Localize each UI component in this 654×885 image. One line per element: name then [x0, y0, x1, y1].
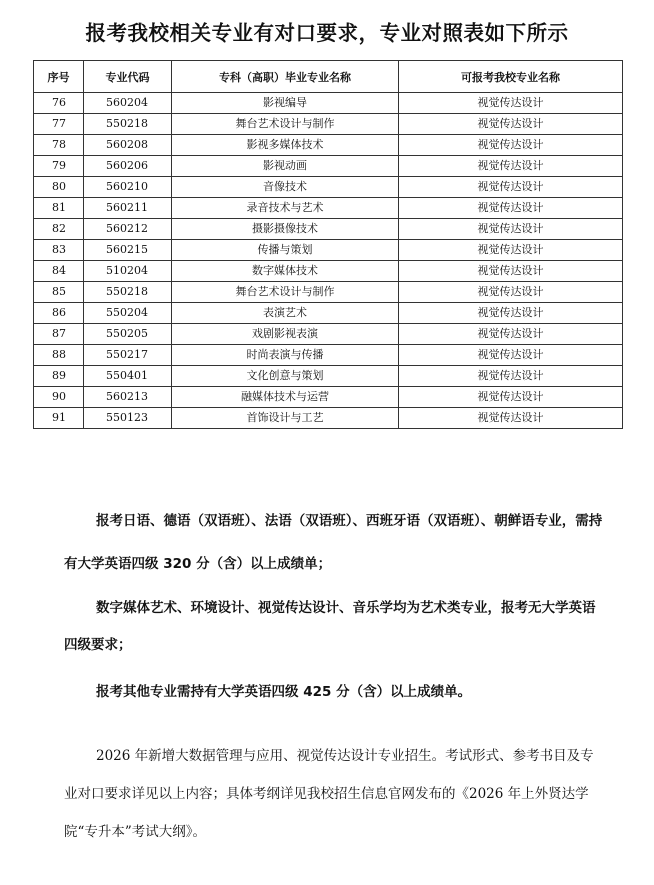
table-body [34, 93, 623, 429]
header-major-code: 专业代码 [84, 61, 172, 93]
row-major-code: 560210 [84, 177, 172, 198]
header-target-major: 可报考我校专业名称 [399, 61, 623, 93]
table-row [34, 345, 623, 366]
row-college-major: 舞台艺术设计与制作 [172, 282, 399, 303]
table-row [34, 261, 623, 282]
row-target-major: 视觉传达设计 [399, 345, 623, 366]
row-major-code: 550401 [84, 366, 172, 387]
row-index: 76 [34, 93, 84, 114]
table-row [34, 198, 623, 219]
row-target-major: 视觉传达设计 [399, 408, 623, 429]
row-college-major: 戏剧影视表演 [172, 324, 399, 345]
row-index: 84 [34, 261, 84, 282]
row-index: 77 [34, 114, 84, 135]
row-major-code: 560204 [84, 93, 172, 114]
table-row [34, 240, 623, 261]
row-major-code: 560212 [84, 219, 172, 240]
row-index: 86 [34, 303, 84, 324]
row-college-major: 时尚表演与传播 [172, 345, 399, 366]
row-college-major: 影视多媒体技术 [172, 135, 399, 156]
page-title: 报考我校相关专业有对口要求，专业对照表如下所示 [85, 21, 569, 45]
note-other-majors: 报考其他专业需持有大学英语四级 425 分（含）以上成绩单。 [96, 684, 472, 700]
row-index: 79 [34, 156, 84, 177]
row-major-code: 550218 [84, 282, 172, 303]
table-row [34, 156, 623, 177]
row-target-major: 视觉传达设计 [399, 240, 623, 261]
row-college-major: 摄影摄像技术 [172, 219, 399, 240]
row-major-code: 550218 [84, 114, 172, 135]
row-index: 90 [34, 387, 84, 408]
row-index: 81 [34, 198, 84, 219]
row-college-major: 录音技术与艺术 [172, 198, 399, 219]
row-major-code: 510204 [84, 261, 172, 282]
row-index: 88 [34, 345, 84, 366]
major-mapping-table [33, 60, 623, 429]
table-row [34, 93, 623, 114]
table-row [34, 408, 623, 429]
table-row [34, 114, 623, 135]
row-index: 83 [34, 240, 84, 261]
row-index: 80 [34, 177, 84, 198]
row-college-major: 影视动画 [172, 156, 399, 177]
row-target-major: 视觉传达设计 [399, 177, 623, 198]
row-index: 78 [34, 135, 84, 156]
row-index: 87 [34, 324, 84, 345]
row-major-code: 560211 [84, 198, 172, 219]
table-row [34, 366, 623, 387]
table-row [34, 219, 623, 240]
row-index: 89 [34, 366, 84, 387]
row-index: 82 [34, 219, 84, 240]
row-college-major: 表演艺术 [172, 303, 399, 324]
row-index: 85 [34, 282, 84, 303]
row-college-major: 影视编导 [172, 93, 399, 114]
row-target-major: 视觉传达设计 [399, 261, 623, 282]
header-college-major: 专科（高职）毕业专业名称 [172, 61, 399, 93]
row-major-code: 550217 [84, 345, 172, 366]
row-index: 91 [34, 408, 84, 429]
row-major-code: 550123 [84, 408, 172, 429]
row-major-code: 550205 [84, 324, 172, 345]
row-college-major: 文化创意与策划 [172, 366, 399, 387]
row-target-major: 视觉传达设计 [399, 324, 623, 345]
table-row [34, 324, 623, 345]
row-target-major: 视觉传达设计 [399, 198, 623, 219]
row-target-major: 视觉传达设计 [399, 387, 623, 408]
table-row [34, 135, 623, 156]
header-index: 序号 [34, 61, 84, 93]
row-target-major: 视觉传达设计 [399, 303, 623, 324]
row-major-code: 560206 [84, 156, 172, 177]
row-major-code: 560208 [84, 135, 172, 156]
row-college-major: 音像技术 [172, 177, 399, 198]
row-college-major: 传播与策划 [172, 240, 399, 261]
table-header-row [34, 61, 623, 93]
note-new-majors: 2026 年新增大数据管理与应用、视觉传达设计专业招生。考试形式、参考书目及专业对口要求详见以上内容；具体考纲详见我校招生信息官网发布的《2026 年上外贤达学院“专升本”考试大纲》。 [64, 748, 594, 840]
row-college-major: 舞台艺术设计与制作 [172, 114, 399, 135]
row-major-code: 560215 [84, 240, 172, 261]
row-college-major: 数字媒体技术 [172, 261, 399, 282]
note-foreign-language: 报考日语、德语（双语班）、法语（双语班）、西班牙语（双语班）、朝鲜语专业，需持有大学英语四级 320 分（含）以上成绩单； [64, 513, 603, 572]
table-row [34, 303, 623, 324]
row-major-code: 560213 [84, 387, 172, 408]
row-target-major: 视觉传达设计 [399, 219, 623, 240]
row-target-major: 视觉传达设计 [399, 366, 623, 387]
table-row [34, 387, 623, 408]
row-college-major: 首饰设计与工艺 [172, 408, 399, 429]
row-target-major: 视觉传达设计 [399, 156, 623, 177]
note-art-majors: 数字媒体艺术、环境设计、视觉传达设计、音乐学均为艺术类专业，报考无大学英语四级要求； [64, 600, 596, 653]
table-row [34, 177, 623, 198]
row-target-major: 视觉传达设计 [399, 93, 623, 114]
table-row [34, 282, 623, 303]
row-target-major: 视觉传达设计 [399, 114, 623, 135]
row-major-code: 550204 [84, 303, 172, 324]
row-target-major: 视觉传达设计 [399, 282, 623, 303]
row-target-major: 视觉传达设计 [399, 135, 623, 156]
row-college-major: 融媒体技术与运营 [172, 387, 399, 408]
